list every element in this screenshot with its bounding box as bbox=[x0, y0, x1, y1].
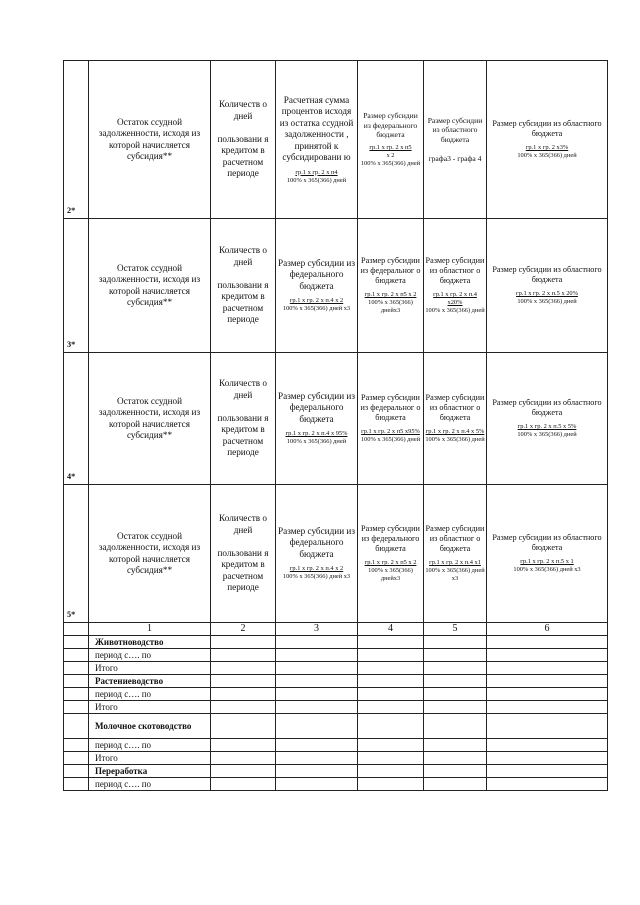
empty-value-cell[interactable] bbox=[276, 739, 358, 752]
formula-denominator: 100% х 365(366) дней х3 bbox=[513, 566, 581, 573]
empty-value-cell[interactable] bbox=[487, 649, 608, 662]
col5-header-text: Размер субсидии из областног о бюджета bbox=[425, 524, 485, 554]
col6-header bbox=[487, 353, 608, 485]
col5-header bbox=[424, 485, 487, 623]
col6-header-formula bbox=[488, 423, 606, 439]
empty-value-cell[interactable] bbox=[276, 778, 358, 791]
col3-header bbox=[276, 485, 358, 623]
col3-header-formula bbox=[277, 430, 356, 446]
row-label: период с…. по bbox=[89, 778, 211, 791]
blank-cell bbox=[64, 636, 89, 649]
formula-numerator: гр.1 х гр. 2 х п5 bbox=[369, 144, 412, 152]
col5-header bbox=[424, 353, 487, 485]
formula-numerator: гр.1 х гр. 2 х п4 bbox=[295, 168, 338, 176]
balance-header: Остаток ссудной задолженности, исходя из которой начисляется субсидия** bbox=[89, 485, 211, 623]
blank-cell bbox=[64, 675, 89, 688]
col4-header-text: Размер субсидии из федерального бюджета bbox=[361, 524, 420, 554]
formula-numerator: гр.1 х гр. 2 х п.4 х 5% bbox=[425, 428, 485, 436]
col6-header-text: Размер субсидии из областного бюджета bbox=[492, 119, 602, 139]
formula-denominator: 100% х 365(366) дней х3 bbox=[425, 567, 485, 582]
empty-value-cell[interactable] bbox=[487, 662, 608, 675]
table-row bbox=[64, 701, 608, 714]
col6-header-text: Размер субсидии из областного бюджета bbox=[492, 265, 602, 285]
formula-denominator: 100% х 365(366) дней bbox=[425, 436, 485, 443]
col3-header bbox=[276, 353, 358, 485]
empty-value-cell[interactable] bbox=[424, 701, 487, 714]
empty-value-cell[interactable] bbox=[276, 649, 358, 662]
row-label: Переработка bbox=[89, 765, 211, 778]
col4-header-text: Размер субсидии из федеральног о бюджета bbox=[360, 256, 421, 286]
empty-value-cell[interactable] bbox=[487, 701, 608, 714]
empty-value-cell[interactable] bbox=[276, 701, 358, 714]
empty-value-cell[interactable] bbox=[358, 649, 424, 662]
col3-header-text: Расчетная сумма процентов исходя из остатка ссудной задолженности , принятой к субсидировани ю bbox=[279, 94, 354, 163]
days-header: Количеств о дней пользовани я кредитом в расчетном периоде bbox=[211, 353, 276, 485]
column-number: 4 bbox=[358, 623, 424, 636]
empty-value-cell[interactable] bbox=[487, 739, 608, 752]
row-label: период с…. по bbox=[89, 739, 211, 752]
column-number: 3 bbox=[276, 623, 358, 636]
col3-header-text: Размер субсидии из федерального бюджета bbox=[278, 390, 355, 424]
formula-numerator: гр.1 х гр. 2 х п5 х 2 bbox=[364, 559, 417, 567]
empty-value-cell[interactable] bbox=[276, 675, 358, 688]
blank-cell bbox=[64, 739, 89, 752]
row-label: Итого bbox=[89, 752, 211, 765]
table-row bbox=[64, 662, 608, 675]
variant-row bbox=[64, 485, 608, 623]
col3-header-text: Размер субсидии из федерального бюджета bbox=[278, 257, 355, 291]
empty-value-cell[interactable] bbox=[211, 636, 276, 649]
empty-value-cell[interactable] bbox=[487, 752, 608, 765]
empty-value-cell[interactable] bbox=[211, 778, 276, 791]
table-row bbox=[64, 765, 608, 778]
row-label: Итого bbox=[89, 701, 211, 714]
col4-header-text: Размер субсидии из федерального бюджета bbox=[363, 111, 418, 139]
balance-header: Остаток ссудной задолженности, исходя из которой начисляется субсидия** bbox=[89, 353, 211, 485]
formula-numerator: гр.1 х гр. 2 х п.4 х1 bbox=[429, 559, 481, 567]
formula-denominator: 100% х 365(366) дней bbox=[517, 431, 577, 438]
blank-cell bbox=[64, 752, 89, 765]
col4-header bbox=[358, 485, 424, 623]
col5-header-formula bbox=[425, 559, 485, 582]
col4-header-formula bbox=[359, 291, 422, 314]
col6-header bbox=[487, 219, 608, 353]
col6-header-formula bbox=[488, 290, 606, 306]
blank-cell bbox=[64, 765, 89, 778]
col5-header-text: Размер субсидии из областного бюджета графа3 - графа 4 bbox=[427, 115, 483, 163]
col4-header bbox=[358, 353, 424, 485]
col6-header-formula bbox=[488, 144, 606, 160]
subsidy-calculation-table bbox=[63, 60, 608, 791]
formula-denominator: 100% х 365(366) дней bbox=[286, 176, 347, 184]
empty-value-cell[interactable] bbox=[358, 662, 424, 675]
table-row bbox=[64, 778, 608, 791]
col5-header bbox=[424, 219, 487, 353]
blank-cell bbox=[64, 778, 89, 791]
empty-value-cell[interactable] bbox=[358, 701, 424, 714]
col4-header bbox=[358, 219, 424, 353]
empty-value-cell[interactable] bbox=[211, 714, 276, 739]
empty-value-cell[interactable] bbox=[487, 675, 608, 688]
empty-value-cell[interactable] bbox=[211, 675, 276, 688]
col6-header-text: Размер субсидии из областного бюджета bbox=[492, 398, 602, 418]
formula-numerator: гр.1 х гр. 2 х п5 х 2 bbox=[364, 291, 417, 299]
blank-cell bbox=[64, 701, 89, 714]
empty-value-cell[interactable] bbox=[211, 688, 276, 701]
column-number: 5 bbox=[424, 623, 487, 636]
empty-value-cell[interactable] bbox=[487, 765, 608, 778]
formula-denominator: 100% х 365(366) дней х3 bbox=[282, 573, 351, 581]
empty-value-cell[interactable] bbox=[276, 752, 358, 765]
column-number: 1 bbox=[89, 623, 211, 636]
empty-value-cell[interactable] bbox=[276, 636, 358, 649]
empty-value-cell[interactable] bbox=[424, 636, 487, 649]
days-header: Количеств о дней пользовани я кредитом в расчетном периоде bbox=[211, 61, 276, 219]
col4-header-formula bbox=[359, 428, 422, 444]
variant-number: 3* bbox=[64, 219, 89, 353]
empty-value-cell[interactable] bbox=[424, 688, 487, 701]
col3-header-formula bbox=[277, 565, 356, 581]
balance-header: Остаток ссудной задолженности, исходя из которой начисляется субсидия** bbox=[89, 61, 211, 219]
col5-header-text: Размер субсидии из областног о бюджета bbox=[425, 393, 485, 423]
row-label: Итого bbox=[89, 662, 211, 675]
empty-value-cell[interactable] bbox=[276, 662, 358, 675]
days-header: Количеств о дней пользовани я кредитом в расчетном периоде bbox=[211, 219, 276, 353]
empty-value-cell[interactable] bbox=[211, 752, 276, 765]
col6-header-text: Размер субсидии из областного бюджета bbox=[492, 533, 602, 553]
variant-row bbox=[64, 353, 608, 485]
empty-value-cell[interactable] bbox=[424, 765, 487, 778]
row-label: Молочное скотоводство bbox=[89, 714, 211, 739]
empty-value-cell[interactable] bbox=[487, 714, 608, 739]
empty-value-cell[interactable] bbox=[276, 714, 358, 739]
col6-header bbox=[487, 485, 608, 623]
formula-numerator: гр.1 х гр. 2 х п.4 х 95% bbox=[285, 430, 348, 438]
formula-denominator: 100% х 365(366) днейх3 bbox=[368, 567, 413, 582]
empty-value-cell[interactable] bbox=[487, 636, 608, 649]
blank-cell bbox=[64, 623, 89, 636]
empty-value-cell[interactable] bbox=[358, 688, 424, 701]
formula-denominator: 100% х 365(366) дней bbox=[517, 152, 577, 159]
col5-header-formula bbox=[425, 428, 485, 444]
variant-number: 2* bbox=[64, 61, 89, 219]
blank-cell bbox=[64, 649, 89, 662]
col6-header-formula bbox=[488, 558, 606, 574]
blank-cell bbox=[64, 662, 89, 675]
formula-numerator: гр.1 х гр. 2 х п5 х95% bbox=[361, 428, 420, 436]
formula-numerator: гр.1 х гр. 2 х п.5 х 20% bbox=[516, 290, 578, 298]
col4-header-text: Размер субсидии из федеральног о бюджета bbox=[360, 393, 421, 423]
empty-value-cell[interactable] bbox=[358, 636, 424, 649]
empty-value-cell[interactable] bbox=[424, 739, 487, 752]
empty-value-cell[interactable] bbox=[358, 765, 424, 778]
empty-value-cell[interactable] bbox=[487, 778, 608, 791]
empty-value-cell[interactable] bbox=[211, 649, 276, 662]
variant-number: 4* bbox=[64, 353, 89, 485]
table-row bbox=[64, 649, 608, 662]
empty-value-cell[interactable] bbox=[211, 701, 276, 714]
empty-value-cell[interactable] bbox=[424, 714, 487, 739]
col5-header-text: Размер субсидии из областног о бюджета bbox=[425, 256, 485, 286]
days-header: Количеств о дней пользовани я кредитом в расчетном периоде bbox=[211, 485, 276, 623]
col5-header bbox=[424, 61, 487, 219]
empty-value-cell[interactable] bbox=[487, 688, 608, 701]
row-label: период с…. по bbox=[89, 649, 211, 662]
empty-value-cell[interactable] bbox=[358, 675, 424, 688]
table-row bbox=[64, 739, 608, 752]
formula-denominator: х 2 100% х 365(366) дней bbox=[360, 152, 421, 167]
formula-numerator: гр.1 х гр. 2 х п.4 х 2 bbox=[289, 297, 344, 305]
formula-numerator: гр.1 х гр. 2 х п.5 х 5% bbox=[517, 423, 577, 431]
empty-value-cell[interactable] bbox=[424, 778, 487, 791]
empty-value-cell[interactable] bbox=[358, 739, 424, 752]
formula-denominator: 100% х 365(366) дней bbox=[286, 438, 347, 446]
col3-header-text: Размер субсидии из федерального бюджета bbox=[278, 525, 355, 559]
empty-value-cell[interactable] bbox=[211, 765, 276, 778]
table-row bbox=[64, 752, 608, 765]
variant-row bbox=[64, 61, 608, 219]
empty-value-cell[interactable] bbox=[424, 675, 487, 688]
empty-value-cell[interactable] bbox=[424, 662, 487, 675]
empty-value-cell[interactable] bbox=[424, 649, 487, 662]
column-number-row bbox=[64, 623, 608, 636]
empty-value-cell[interactable] bbox=[424, 752, 487, 765]
formula-numerator: гр.1 х гр. 2 х п.4 х 2 bbox=[289, 565, 344, 573]
table-row bbox=[64, 714, 608, 739]
formula-denominator: 100% х 365(366) дней bbox=[360, 436, 421, 443]
empty-value-cell[interactable] bbox=[276, 688, 358, 701]
row-label: Растениеводство bbox=[89, 675, 211, 688]
formula-denominator: 100% х 365(366) дней х3 bbox=[282, 305, 351, 313]
col4-header-formula bbox=[359, 144, 422, 167]
col6-header bbox=[487, 61, 608, 219]
col3-header bbox=[276, 61, 358, 219]
empty-value-cell[interactable] bbox=[276, 765, 358, 778]
formula-numerator: гр.1 х гр. 2 х п.5 х 1 bbox=[520, 558, 574, 566]
col3-header-formula bbox=[277, 169, 356, 185]
variant-number: 5* bbox=[64, 485, 89, 623]
blank-cell bbox=[64, 714, 89, 739]
col3-header-formula bbox=[277, 297, 356, 313]
row-label: Животноводство bbox=[89, 636, 211, 649]
table-row bbox=[64, 675, 608, 688]
formula-denominator: 100% х 365(366) днейх3 bbox=[368, 299, 413, 314]
empty-value-cell[interactable] bbox=[358, 778, 424, 791]
empty-value-cell[interactable] bbox=[211, 662, 276, 675]
empty-value-cell[interactable] bbox=[211, 739, 276, 752]
row-label: период с…. по bbox=[89, 688, 211, 701]
column-number: 2 bbox=[211, 623, 276, 636]
col5-header-formula bbox=[425, 291, 485, 314]
balance-header: Остаток ссудной задолженности, исходя из которой начисляется субсидия** bbox=[89, 219, 211, 353]
col3-header bbox=[276, 219, 358, 353]
formula-denominator: 100% х 365(366) дней bbox=[517, 298, 577, 305]
blank-cell bbox=[64, 688, 89, 701]
table-row bbox=[64, 636, 608, 649]
formula-numerator: гр.1 х гр. 2 х3% bbox=[525, 144, 569, 152]
empty-value-cell[interactable] bbox=[358, 752, 424, 765]
formula-numerator: гр.1 х гр. 2 х п.4 х20% bbox=[433, 291, 477, 307]
column-number: 6 bbox=[487, 623, 608, 636]
col4-header bbox=[358, 61, 424, 219]
variant-row bbox=[64, 219, 608, 353]
formula-denominator: 100% х 365(366) дней bbox=[425, 306, 485, 314]
empty-value-cell[interactable] bbox=[358, 714, 424, 739]
col4-header-formula bbox=[359, 559, 422, 582]
table-row bbox=[64, 688, 608, 701]
